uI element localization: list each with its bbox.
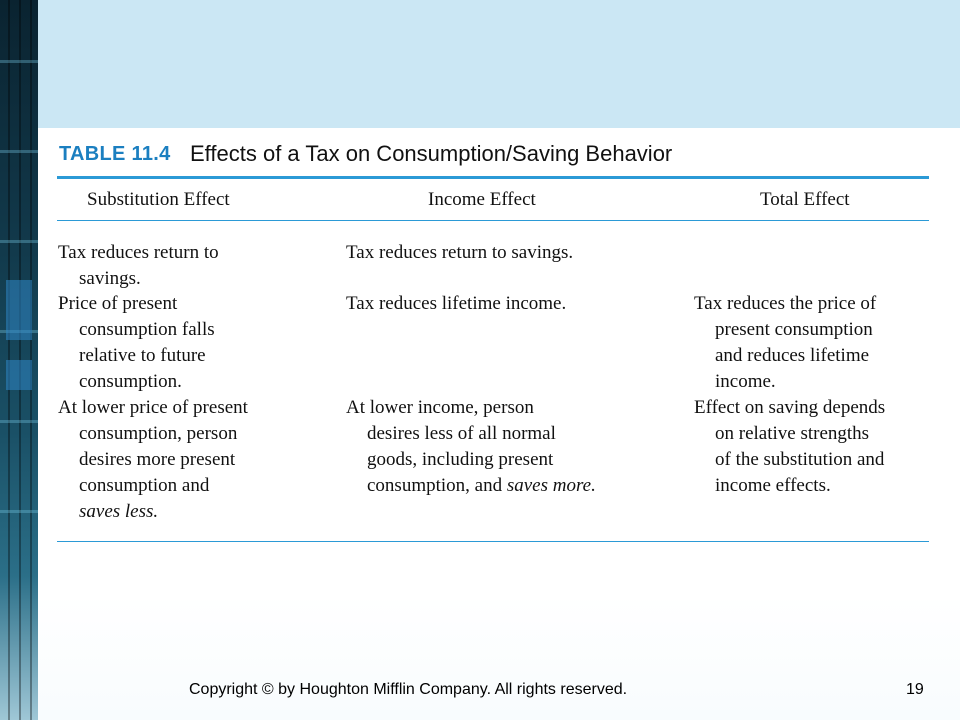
table-cell (346, 240, 676, 266)
strip-band (0, 150, 38, 153)
strip-band (0, 510, 38, 513)
table-cell (346, 291, 676, 317)
cell-line (58, 499, 328, 525)
italic-text: saves more. (506, 475, 596, 496)
table-cell (694, 291, 939, 395)
italic-text: saves less. (79, 501, 159, 522)
slide-footer-area (38, 580, 960, 720)
strip-highlight (6, 360, 32, 390)
column-header-income: Income Effect (428, 189, 536, 210)
cell-line: and reduces lifetime (715, 345, 870, 366)
cell-line (346, 473, 676, 499)
cell-line: goods, including present (367, 449, 554, 470)
cell-text: consumption, and (367, 475, 507, 496)
cell-line: desires more present (79, 449, 236, 470)
strip-band (0, 240, 38, 243)
table-cell (346, 395, 676, 499)
cell-line: At lower income, person (346, 397, 534, 418)
table-top-rule (57, 176, 929, 179)
table-cell (694, 395, 939, 499)
strip-highlight (6, 280, 32, 340)
table-title: Effects of a Tax on Consumption/Saving Behavior (190, 141, 673, 166)
cell-line: consumption falls (79, 319, 215, 340)
cell-line: on relative strengths (715, 423, 870, 444)
cell-line: desires less of all normal (367, 423, 556, 444)
column-header-total: Total Effect (760, 189, 850, 210)
cell-line: income. (715, 371, 776, 392)
cell-line: of the substitution and (715, 449, 885, 470)
table-number: TABLE 11.4 (59, 143, 171, 165)
cell-line: Tax reduces return to savings. (346, 242, 574, 263)
cell-line: consumption, person (79, 423, 238, 444)
page-number: 19 (906, 681, 924, 698)
cell-line: Tax reduces lifetime income. (346, 293, 567, 314)
column-header-substitution: Substitution Effect (87, 189, 230, 210)
strip-band (0, 60, 38, 63)
table-cell (58, 291, 328, 395)
cell-line: consumption and (79, 475, 210, 496)
table-bottom-rule (57, 541, 929, 542)
cell-line: savings. (79, 268, 141, 289)
cell-line: Effect on saving depends (694, 397, 886, 418)
decorative-side-strip (0, 0, 38, 720)
table-cell (58, 240, 328, 292)
cell-line: consumption. (79, 371, 182, 392)
cell-line: present consumption (715, 319, 873, 340)
header-band (38, 0, 960, 128)
strip-band (0, 420, 38, 423)
cell-line: At lower price of present (58, 397, 248, 418)
table-cell (58, 395, 328, 525)
cell-line: Tax reduces return to (58, 242, 219, 263)
cell-line: Price of present (58, 293, 178, 314)
cell-line: relative to future (79, 345, 206, 366)
cell-line: income effects. (715, 475, 831, 496)
table-header-rule (57, 220, 929, 221)
cell-line: Tax reduces the price of (694, 293, 877, 314)
copyright-notice: Copyright © by Houghton Mifflin Company. All rights reserved. (189, 681, 628, 698)
